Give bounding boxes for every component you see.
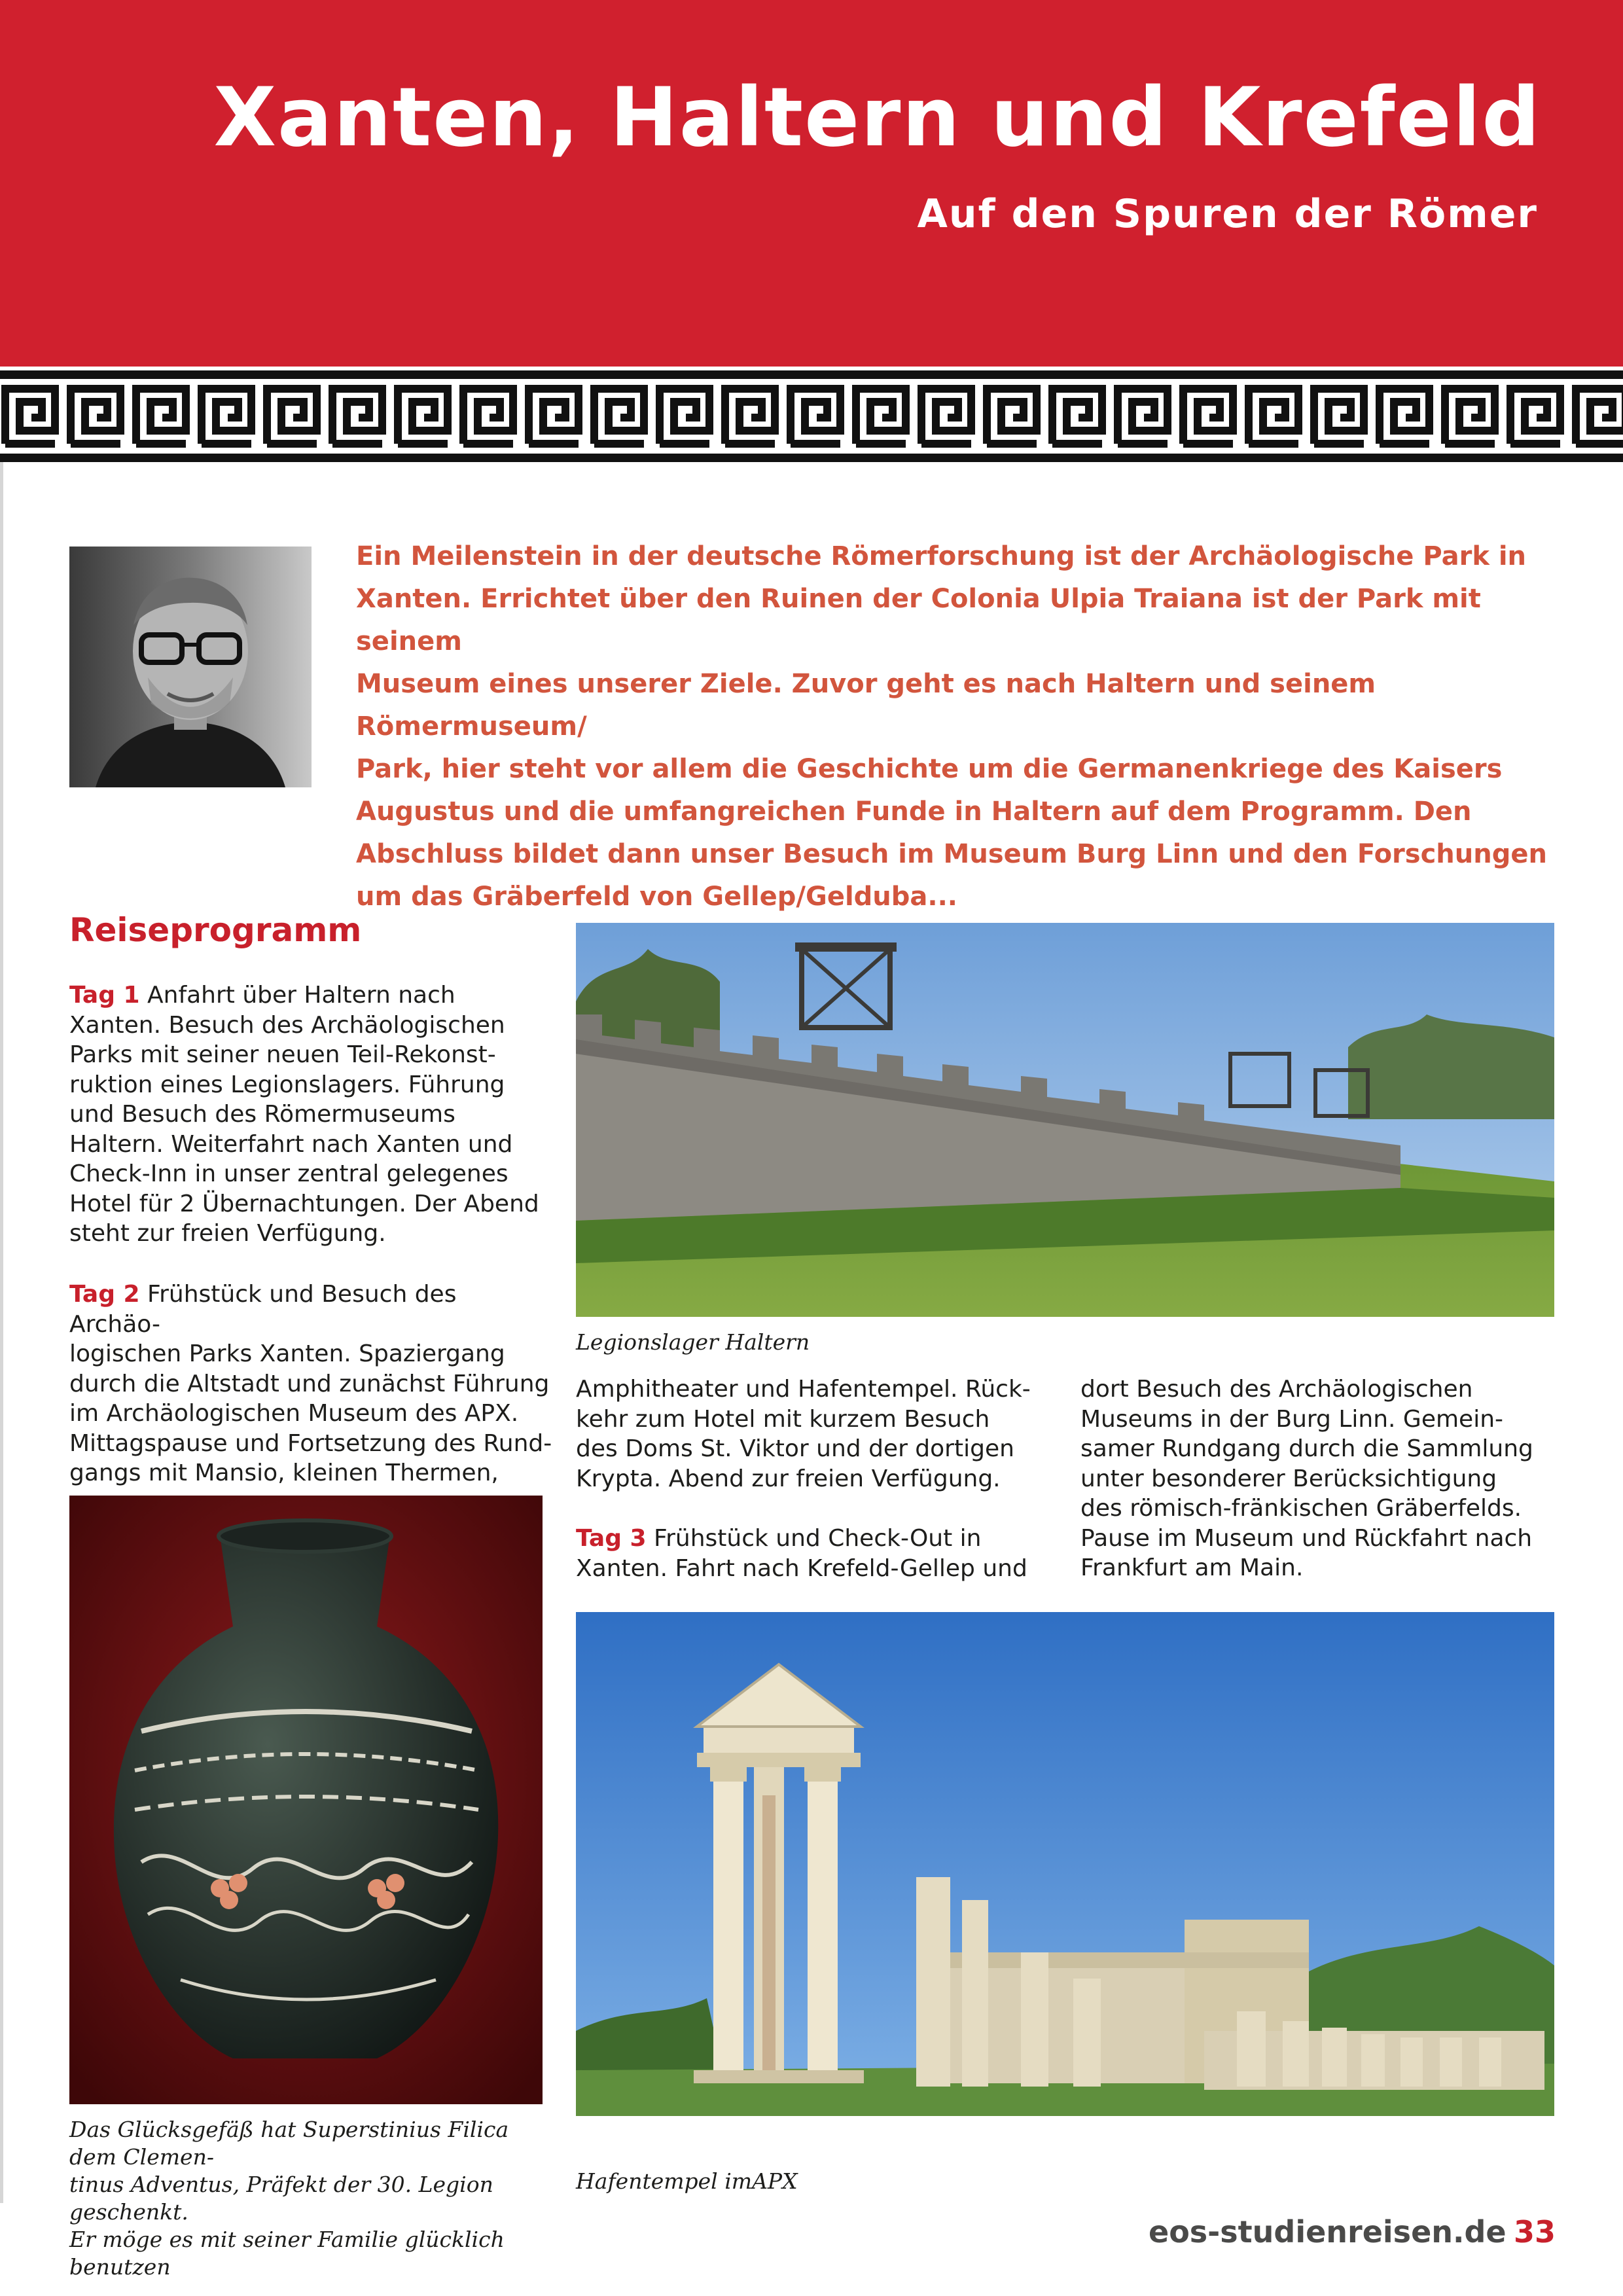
text-line: dort Besuch des Archäologischen: [1080, 1376, 1473, 1403]
greek-key-border: [0, 370, 1623, 462]
text-line: und Besuch des Römermuseums: [69, 1101, 455, 1128]
text-line: Museums in der Burg Linn. Gemein-: [1080, 1405, 1503, 1433]
text-line: durch die Altstadt und zunächst Führung: [69, 1370, 550, 1397]
text-line: gangs mit Mansio, kleinen Thermen,: [69, 1460, 499, 1486]
page-title: Xanten, Haltern und Krefeld: [213, 71, 1541, 165]
legionslager-photo: [576, 923, 1554, 1317]
day3-label: Tag 3: [576, 1525, 647, 1552]
day3-continued-text: [1080, 1374, 1565, 1583]
text-line: kehr zum Hotel mit kurzem Besuch: [576, 1405, 990, 1433]
text-line: unter besonderer Berücksichtigung: [1080, 1465, 1497, 1492]
text-line: samer Rundgang durch die Sammlung: [1080, 1435, 1533, 1462]
page-number: 33: [1514, 2214, 1556, 2250]
text-line: Krypta. Abend zur freien Verfügung.: [576, 1465, 1001, 1492]
gluecksgefaess-photo: [69, 1496, 543, 2104]
intro-line: Augustus und die umfangreichen Funde in Haltern auf dem Programm. Den: [356, 797, 1472, 827]
text-line: Xanten. Besuch des Archäologischen: [69, 1011, 505, 1039]
day1-label: Tag 1: [69, 982, 140, 1009]
day2-text: [69, 1280, 554, 1488]
text-line: logischen Parks Xanten. Spaziergang: [69, 1340, 505, 1367]
program-heading: Reiseprogramm: [69, 911, 362, 949]
intro-line: Museum eines unserer Ziele. Zuvor geht es nach Haltern und seinem Römermuseum/: [356, 669, 1376, 742]
text-line: Mittagspause und Fortsetzung des Rund-: [69, 1429, 552, 1457]
page-edge-line: [0, 462, 3, 2203]
text-line: ruktion eines Legionslagers. Führung: [69, 1071, 505, 1098]
day2-continued-text: [576, 1374, 1060, 1494]
intro-line: Abschluss bildet dann unser Besuch im Museum Burg Linn und den Forschungen: [356, 839, 1547, 869]
text-line: steht zur freien Verfügung.: [69, 1220, 386, 1247]
caption-legionslager: Legionslager Haltern: [576, 1329, 810, 1355]
text-line: des Doms St. Viktor und der dortigen: [576, 1435, 1014, 1462]
day1-text: [69, 980, 554, 1249]
page-subtitle: Auf den Spuren der Römer: [917, 191, 1538, 237]
day2-label: Tag 2: [69, 1281, 140, 1308]
text-line: Parks mit seiner neuen Teil-Rekonst-: [69, 1041, 496, 1068]
footer-website: eos-studienreisen.de: [1149, 2214, 1507, 2250]
caption-hafentempel: Hafentempel imAPX: [576, 2168, 798, 2194]
caption-line: Das Glücksgefäß hat Superstinius Filica dem Clemen-: [69, 2117, 509, 2170]
text-line: Frankfurt am Main.: [1080, 1554, 1304, 1581]
day3-text: [576, 1524, 1060, 1583]
text-line: Pause im Museum und Rückfahrt nach: [1080, 1524, 1533, 1552]
intro-line: Park, hier steht vor allem die Geschichte um die Germanenkriege des Kaisers: [356, 754, 1503, 784]
text-line: Xanten. Fahrt nach Krefeld-Gellep und: [576, 1554, 1027, 1582]
text-line: im Archäologischen Museum des APX.: [69, 1400, 519, 1427]
text-line: Frühstück und Besuch des Archäo-: [69, 1281, 457, 1338]
caption-gluecksgefaess: [69, 2116, 554, 2281]
intro-line: Xanten. Errichtet über den Ruinen der Colonia Ulpia Traiana ist der Park mit seinem: [356, 584, 1481, 656]
text-line: des römisch-fränkischen Gräberfelds.: [1080, 1495, 1522, 1522]
hafentempel-photo: [576, 1612, 1554, 2116]
author-portrait: [69, 547, 312, 787]
text-line: Haltern. Weiterfahrt nach Xanten und: [69, 1130, 513, 1158]
caption-line: tinus Adventus, Präfekt der 30. Legion geschenkt.: [69, 2172, 493, 2225]
intro-text: [356, 535, 1567, 918]
intro-line: Ein Meilenstein in der deutsche Römerforschung ist der Archäologische Park in: [356, 541, 1527, 571]
text-line: Amphitheater und Hafentempel. Rück-: [576, 1376, 1031, 1403]
text-line: Frühstück und Check-Out in: [646, 1525, 982, 1552]
text-line: Anfahrt über Haltern nach: [139, 982, 455, 1009]
text-line: Check-Inn in unser zentral gelegenes: [69, 1160, 508, 1187]
header-banner: [0, 0, 1623, 367]
intro-line: um das Gräberfeld von Gellep/Gelduba...: [356, 882, 957, 912]
caption-line: Er möge es mit seiner Familie glücklich benutzen: [69, 2227, 505, 2280]
text-line: Hotel für 2 Übernachtungen. Der Abend: [69, 1190, 539, 1217]
